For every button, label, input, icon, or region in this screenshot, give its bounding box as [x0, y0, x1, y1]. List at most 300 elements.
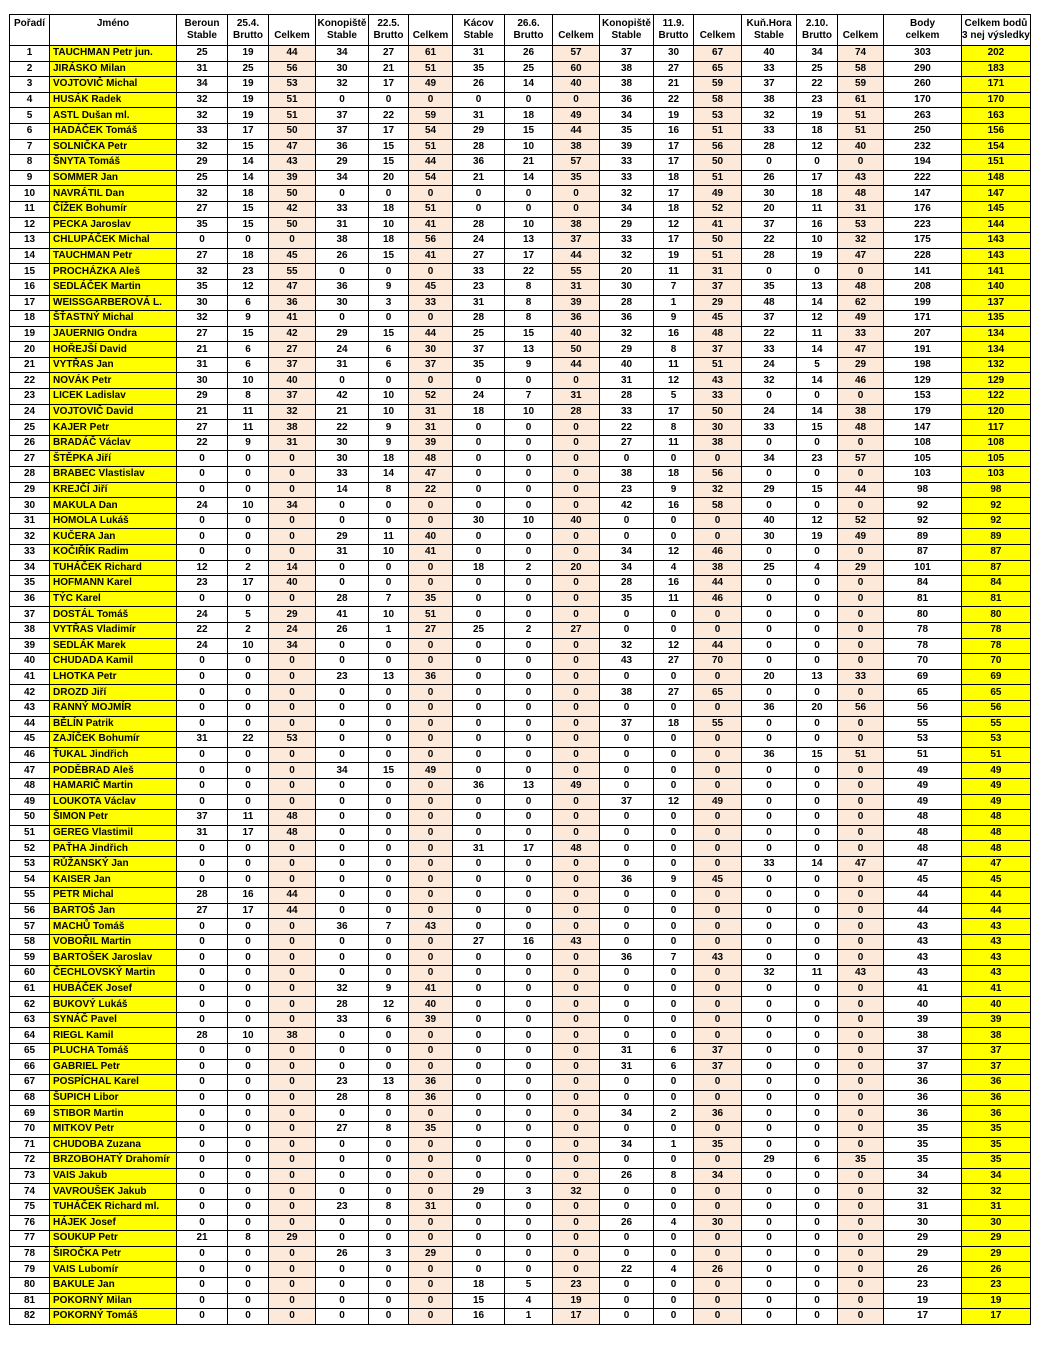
- event-1-celkem-cell: 56: [269, 61, 316, 77]
- event-4-stable-cell: 33: [600, 155, 654, 171]
- event-4-celkem-cell: 0: [694, 1090, 742, 1106]
- event-5-brutto-cell: 0: [797, 1028, 838, 1044]
- event-4-stable-cell: 40: [600, 357, 654, 373]
- event-5-stable-cell: 0: [742, 498, 797, 514]
- event-1-stable-cell: 0: [177, 856, 228, 872]
- rank-cell: 65: [10, 1044, 50, 1060]
- rank-cell: 54: [10, 872, 50, 888]
- best-three-cell: 171: [962, 77, 1031, 93]
- event-3-celkem-cell: 60: [553, 61, 600, 77]
- player-name-cell: JAUERNIG Ondra: [50, 326, 177, 342]
- event-1-stable-cell: 0: [177, 1121, 228, 1137]
- event-1-stable-cell: 25: [177, 46, 228, 62]
- player-name-cell: WEISSGARBEROVÁ L.: [50, 295, 177, 311]
- event-5-brutto-cell: 0: [797, 1199, 838, 1215]
- event-5-celkem-cell: 0: [838, 981, 884, 997]
- event-3-celkem-cell: 0: [553, 1153, 600, 1169]
- event-3-brutto-cell: 0: [505, 747, 553, 763]
- player-name-cell: DOSTÁL Tomáš: [50, 607, 177, 623]
- event-1-brutto-cell: 0: [228, 1059, 269, 1075]
- rank-cell: 51: [10, 825, 50, 841]
- best-three-cell: 134: [962, 326, 1031, 342]
- event-4-brutto-cell: 0: [654, 1184, 694, 1200]
- total-points-cell: 89: [884, 529, 962, 545]
- table-row: [10, 950, 1031, 966]
- total-points-cell: 32: [884, 1184, 962, 1200]
- event-4-stable-cell: 31: [600, 1059, 654, 1075]
- event-5-brutto-cell: 0: [797, 1059, 838, 1075]
- event-5-celkem-cell: 0: [838, 467, 884, 483]
- event-3-brutto-cell: 0: [505, 732, 553, 748]
- event-3-stable-cell: 0: [453, 1246, 505, 1262]
- event-4-brutto-cell: 1: [654, 295, 694, 311]
- total-points-cell: 198: [884, 357, 962, 373]
- event-4-celkem: Celkem: [694, 30, 742, 46]
- event-3-brutto-cell: 0: [505, 1262, 553, 1278]
- event-3-celkem-cell: 0: [553, 794, 600, 810]
- event-3-brutto-cell: 0: [505, 467, 553, 483]
- event-5-stable-cell: 35: [742, 279, 797, 295]
- event-4-brutto-cell: 4: [654, 1262, 694, 1278]
- event-3-stable-cell: 0: [453, 420, 505, 436]
- event-5-brutto-cell: 11: [797, 966, 838, 982]
- event-2-celkem-cell: 0: [409, 1293, 453, 1309]
- event-5-brutto-cell: 0: [797, 903, 838, 919]
- best-three-cell: 183: [962, 61, 1031, 77]
- rank-cell: 41: [10, 669, 50, 685]
- event-4-brutto-cell: 18: [654, 467, 694, 483]
- event-4-stable-cell: 0: [600, 622, 654, 638]
- player-name-cell: MAKULA Dan: [50, 498, 177, 514]
- event-2-stable-cell: 23: [316, 1075, 369, 1091]
- event-5-celkem-cell: 61: [838, 92, 884, 108]
- event-1-celkem-cell: 53: [269, 732, 316, 748]
- event-1-brutto-cell: 18: [228, 248, 269, 264]
- rank-cell: 64: [10, 1028, 50, 1044]
- event-2-brutto-cell: 0: [369, 1231, 409, 1247]
- event-5-brutto-cell: 15: [797, 420, 838, 436]
- rank-cell: 10: [10, 186, 50, 202]
- event-5-stable-cell: 0: [742, 872, 797, 888]
- event-4-celkem-cell: 0: [694, 825, 742, 841]
- best-three-cell: 34: [962, 1168, 1031, 1184]
- table-row: [10, 529, 1031, 545]
- event-5-stable-cell: 28: [742, 248, 797, 264]
- best-three-cell: 170: [962, 92, 1031, 108]
- event-5-stable-cell: 0: [742, 1075, 797, 1091]
- event-5-stable-cell: 38: [742, 92, 797, 108]
- event-5-brutto-cell: 18: [797, 123, 838, 139]
- total-points-cell: 250: [884, 123, 962, 139]
- event-1-celkem-cell: 39: [269, 170, 316, 186]
- event-1-celkem-cell: 50: [269, 217, 316, 233]
- event-5-celkem-cell: 0: [838, 810, 884, 826]
- total-header-top: Body: [884, 15, 962, 31]
- event-3-stable-cell: 0: [453, 1137, 505, 1153]
- event-4-brutto-cell: 17: [654, 233, 694, 249]
- event-3-celkem-cell: 40: [553, 513, 600, 529]
- event-1-celkem-cell: 0: [269, 1106, 316, 1122]
- event-1-celkem-cell: 0: [269, 1262, 316, 1278]
- best-three-cell: 45: [962, 872, 1031, 888]
- player-name-cell: PROCHÁZKA Aleš: [50, 264, 177, 280]
- event-2-stable-cell: 0: [316, 654, 369, 670]
- event-3-brutto-cell: 0: [505, 576, 553, 592]
- event-4-brutto-cell: 22: [654, 92, 694, 108]
- event-5-celkem-cell: 56: [838, 700, 884, 716]
- event-5-brutto-cell: 0: [797, 685, 838, 701]
- event-2-celkem-cell: 31: [409, 404, 453, 420]
- table-row: [10, 217, 1031, 233]
- event-2-celkem-cell: 0: [409, 950, 453, 966]
- player-name-cell: VYTŘAS Jan: [50, 357, 177, 373]
- event-3-celkem-cell: 0: [553, 186, 600, 202]
- event-4-stable-cell: 0: [600, 1184, 654, 1200]
- player-name-cell: POSPÍCHAL Karel: [50, 1075, 177, 1091]
- event-5-celkem-cell: 35: [838, 1153, 884, 1169]
- event-4-brutto-cell: 0: [654, 841, 694, 857]
- event-5-stable-cell: 0: [742, 685, 797, 701]
- event-2-stable-cell: 0: [316, 1262, 369, 1278]
- rank-cell: 77: [10, 1231, 50, 1247]
- best-three-cell: 144: [962, 217, 1031, 233]
- player-name-cell: ŠNYTA Tomáš: [50, 155, 177, 171]
- event-1-brutto-cell: 0: [228, 545, 269, 561]
- event-5-celkem-cell: 53: [838, 217, 884, 233]
- event-1-brutto-cell: 9: [228, 311, 269, 327]
- event-4-brutto-cell: 0: [654, 763, 694, 779]
- player-name-cell: HOFMANN Karel: [50, 576, 177, 592]
- event-2-celkem-cell: 54: [409, 123, 453, 139]
- event-4-stable-cell: 0: [600, 810, 654, 826]
- event-4-celkem-cell: 50: [694, 404, 742, 420]
- event-4-celkem-cell: 43: [694, 950, 742, 966]
- event-4-brutto-cell: 9: [654, 311, 694, 327]
- event-5-stable-cell: 0: [742, 1121, 797, 1137]
- event-5-brutto-cell: 0: [797, 794, 838, 810]
- event-2-celkem-cell: 0: [409, 560, 453, 576]
- event-5-celkem-cell: 48: [838, 279, 884, 295]
- event-4-stable-cell: 29: [600, 342, 654, 358]
- event-4-brutto-cell: 0: [654, 888, 694, 904]
- event-3-stable-cell: 36: [453, 778, 505, 794]
- event-3-stable-cell: 0: [453, 966, 505, 982]
- event-4-stable-cell: 35: [600, 123, 654, 139]
- event-3-brutto-cell: 13: [505, 342, 553, 358]
- event-4-celkem-cell: 30: [694, 420, 742, 436]
- event-4-stable-cell: 0: [600, 669, 654, 685]
- event-2-stable-cell: 26: [316, 1246, 369, 1262]
- event-1-stable-cell: 32: [177, 92, 228, 108]
- event-4-brutto-cell: 17: [654, 139, 694, 155]
- event-2-stable-cell: 0: [316, 1106, 369, 1122]
- event-1-stable-cell: 31: [177, 357, 228, 373]
- event-4-brutto-cell: 17: [654, 186, 694, 202]
- table-row: [10, 1309, 1031, 1325]
- event-2-celkem-cell: 49: [409, 77, 453, 93]
- event-2-celkem-cell: 49: [409, 763, 453, 779]
- event-1-stable-cell: 0: [177, 1075, 228, 1091]
- event-5-celkem-cell: 59: [838, 77, 884, 93]
- event-5-celkem-cell: 0: [838, 1246, 884, 1262]
- event-5-brutto-cell: 0: [797, 1121, 838, 1137]
- table-row: [10, 654, 1031, 670]
- event-1-celkem-cell: 38: [269, 420, 316, 436]
- event-4-brutto-cell: 0: [654, 1199, 694, 1215]
- event-4-stable-cell: 32: [600, 638, 654, 654]
- event-5-stable-cell: 0: [742, 1199, 797, 1215]
- event-5-stable-cell: 32: [742, 966, 797, 982]
- best-three-cell: 49: [962, 763, 1031, 779]
- event-2-stable-cell: 0: [316, 716, 369, 732]
- event-3-celkem-cell: 0: [553, 1121, 600, 1137]
- event-3-brutto-cell: 0: [505, 888, 553, 904]
- table-row: [10, 201, 1031, 217]
- event-2-brutto-cell: 7: [369, 919, 409, 935]
- event-3-brutto-cell: 25: [505, 61, 553, 77]
- event-5-brutto-cell: 0: [797, 155, 838, 171]
- event-4-celkem-cell: 37: [694, 279, 742, 295]
- event-4-brutto-cell: 0: [654, 1075, 694, 1091]
- best-three-cell: 31: [962, 1199, 1031, 1215]
- best-header-bottom: 3 nej výsledky: [962, 30, 1031, 46]
- event-3-stable-cell: 0: [453, 1075, 505, 1091]
- event-5-date: 2.10.: [797, 15, 838, 31]
- event-5-brutto-cell: 0: [797, 498, 838, 514]
- event-1-stable-cell: 0: [177, 1199, 228, 1215]
- event-4-stable-cell: 37: [600, 716, 654, 732]
- player-name-cell: PODĚBRAD Aleš: [50, 763, 177, 779]
- event-4-brutto-cell: 0: [654, 966, 694, 982]
- event-5-brutto-cell: 0: [797, 888, 838, 904]
- event-3-stable-cell: 28: [453, 139, 505, 155]
- event-5-celkem-cell: 47: [838, 342, 884, 358]
- event-2-stable-cell: 0: [316, 1059, 369, 1075]
- event-1-stable-cell: 0: [177, 778, 228, 794]
- event-1-stable-cell: 21: [177, 342, 228, 358]
- event-3-stable-cell: 0: [453, 1215, 505, 1231]
- best-three-cell: 84: [962, 576, 1031, 592]
- event-4-celkem-cell: 67: [694, 46, 742, 62]
- event-3-stable-cell: 29: [453, 123, 505, 139]
- event-4-celkem-cell: 45: [694, 872, 742, 888]
- event-3-celkem-cell: 0: [553, 1246, 600, 1262]
- event-3-stable-cell: 0: [453, 732, 505, 748]
- player-name-cell: VAIS Lubomír: [50, 1262, 177, 1278]
- event-3-celkem-cell: 0: [553, 373, 600, 389]
- event-3-celkem-cell: 0: [553, 669, 600, 685]
- event-3-brutto-cell: 0: [505, 700, 553, 716]
- event-3-celkem-cell: 0: [553, 654, 600, 670]
- event-5-brutto-cell: 20: [797, 700, 838, 716]
- name-header: Jméno: [50, 15, 177, 31]
- player-name-cell: TUHÁČEK Richard ml.: [50, 1199, 177, 1215]
- best-three-cell: 70: [962, 654, 1031, 670]
- event-5-brutto-cell: 0: [797, 997, 838, 1013]
- total-points-cell: 56: [884, 700, 962, 716]
- table-row: [10, 919, 1031, 935]
- event-1-celkem-cell: 0: [269, 1075, 316, 1091]
- event-4-celkem-cell: 0: [694, 1277, 742, 1293]
- event-2-celkem-cell: 41: [409, 217, 453, 233]
- event-2-celkem-cell: 0: [409, 1168, 453, 1184]
- event-4-brutto-cell: 6: [654, 1044, 694, 1060]
- event-1-stable-cell: 32: [177, 108, 228, 124]
- event-4-brutto-cell: 18: [654, 201, 694, 217]
- event-2-stable-cell: 30: [316, 295, 369, 311]
- table-row: [10, 856, 1031, 872]
- event-1-brutto-cell: 0: [228, 1137, 269, 1153]
- total-points-cell: 141: [884, 264, 962, 280]
- event-2-brutto: Brutto: [369, 30, 409, 46]
- event-1-celkem-cell: 0: [269, 1153, 316, 1169]
- event-2-brutto-cell: 9: [369, 420, 409, 436]
- total-points-cell: 105: [884, 451, 962, 467]
- event-3-celkem-cell: 0: [553, 92, 600, 108]
- event-1-stable-cell: 0: [177, 841, 228, 857]
- player-name-cell: BAKULE Jan: [50, 1277, 177, 1293]
- event-1-brutto-cell: 12: [228, 279, 269, 295]
- total-points-cell: 49: [884, 794, 962, 810]
- event-1-stable-cell: 24: [177, 638, 228, 654]
- event-3-celkem-cell: 50: [553, 342, 600, 358]
- event-4-celkem-cell: 33: [694, 389, 742, 405]
- event-4-celkem-cell: 41: [694, 217, 742, 233]
- event-3-brutto-cell: 0: [505, 591, 553, 607]
- total-points-cell: 207: [884, 326, 962, 342]
- table-row: [10, 389, 1031, 405]
- event-1-brutto-cell: 15: [228, 139, 269, 155]
- event-5-stable-cell: 22: [742, 326, 797, 342]
- event-5-celkem-cell: 0: [838, 950, 884, 966]
- name-header-spacer: [50, 30, 177, 46]
- event-4-stable-cell: 29: [600, 217, 654, 233]
- event-1-celkem-cell: 44: [269, 888, 316, 904]
- event-2-stable-cell: 0: [316, 934, 369, 950]
- event-1-stable-cell: 30: [177, 373, 228, 389]
- event-4-brutto-cell: 16: [654, 326, 694, 342]
- event-4-stable-cell: 37: [600, 46, 654, 62]
- event-3-celkem-cell: 0: [553, 732, 600, 748]
- event-5-stable-cell: 48: [742, 295, 797, 311]
- event-1-brutto-cell: 0: [228, 919, 269, 935]
- event-1-stable-cell: 0: [177, 747, 228, 763]
- event-5-stable-cell: 22: [742, 233, 797, 249]
- table-row: [10, 591, 1031, 607]
- event-3-brutto-cell: 8: [505, 295, 553, 311]
- event-1-stable-cell: 0: [177, 981, 228, 997]
- event-3-celkem-cell: 0: [553, 451, 600, 467]
- event-5-stable-cell: 0: [742, 155, 797, 171]
- event-1-stable-cell: 27: [177, 248, 228, 264]
- event-4-stable-cell: 0: [600, 856, 654, 872]
- event-4-brutto-cell: 12: [654, 373, 694, 389]
- event-1-brutto-cell: 0: [228, 1106, 269, 1122]
- event-2-celkem-cell: 0: [409, 654, 453, 670]
- total-points-cell: 84: [884, 576, 962, 592]
- event-5-celkem-cell: 0: [838, 1231, 884, 1247]
- event-3-brutto-cell: 0: [505, 950, 553, 966]
- total-points-cell: 179: [884, 404, 962, 420]
- event-2-celkem-cell: 56: [409, 233, 453, 249]
- event-5-stable-cell: 29: [742, 482, 797, 498]
- event-2-stable-cell: 23: [316, 669, 369, 685]
- event-3-stable-cell: 0: [453, 856, 505, 872]
- event-1-stable-cell: 21: [177, 1231, 228, 1247]
- best-three-cell: 163: [962, 108, 1031, 124]
- event-4-celkem-cell: 0: [694, 529, 742, 545]
- rank-cell: 53: [10, 856, 50, 872]
- event-5-stable-cell: 20: [742, 669, 797, 685]
- event-4-stable-cell: 0: [600, 747, 654, 763]
- event-5-brutto-cell: 12: [797, 513, 838, 529]
- total-points-cell: 191: [884, 342, 962, 358]
- player-name-cell: RANNÝ MOJMÍR: [50, 700, 177, 716]
- event-1-celkem-cell: 0: [269, 794, 316, 810]
- total-points-cell: 34: [884, 1168, 962, 1184]
- player-name-cell: LHOTKA Petr: [50, 669, 177, 685]
- event-2-brutto-cell: 0: [369, 92, 409, 108]
- event-5-celkem-cell: 51: [838, 123, 884, 139]
- event-3-brutto-cell: 0: [505, 1121, 553, 1137]
- event-5-brutto-cell: 15: [797, 482, 838, 498]
- event-5-celkem-cell: 0: [838, 1090, 884, 1106]
- event-4-celkem-cell: 46: [694, 545, 742, 561]
- event-4-stable-cell: 23: [600, 482, 654, 498]
- event-1-stable-cell: 37: [177, 810, 228, 826]
- event-1-celkem-cell: 24: [269, 622, 316, 638]
- event-2-stable-cell: 0: [316, 498, 369, 514]
- best-three-cell: 135: [962, 311, 1031, 327]
- event-4-celkem-cell: 0: [694, 1231, 742, 1247]
- event-5-stable-cell: 0: [742, 794, 797, 810]
- table-row: [10, 139, 1031, 155]
- event-5-stable-cell: 24: [742, 404, 797, 420]
- event-2-celkem-cell: 39: [409, 1012, 453, 1028]
- event-3-stable-cell: 27: [453, 248, 505, 264]
- event-4-brutto-cell: 16: [654, 498, 694, 514]
- event-3-stable-cell: 0: [453, 872, 505, 888]
- event-4-stable-cell: 0: [600, 1012, 654, 1028]
- event-1-brutto-cell: 19: [228, 108, 269, 124]
- event-5-brutto-cell: 0: [797, 981, 838, 997]
- event-1-celkem-cell: 0: [269, 1044, 316, 1060]
- event-2-celkem-cell: 0: [409, 856, 453, 872]
- event-2-stable-cell: 0: [316, 1215, 369, 1231]
- event-4-stable-cell: 0: [600, 451, 654, 467]
- event-4-stable-cell: 33: [600, 170, 654, 186]
- event-4-stable-cell: 33: [600, 404, 654, 420]
- event-3-brutto-cell: 0: [505, 794, 553, 810]
- total-points-cell: 35: [884, 1153, 962, 1169]
- event-3-celkem-cell: 0: [553, 1199, 600, 1215]
- event-4-stable-cell: 0: [600, 825, 654, 841]
- event-3-stable-cell: 0: [453, 1106, 505, 1122]
- event-1-brutto-cell: 25: [228, 61, 269, 77]
- event-4-celkem-cell: 0: [694, 732, 742, 748]
- event-2-celkem-cell: 61: [409, 46, 453, 62]
- event-1-celkem-cell: 0: [269, 997, 316, 1013]
- event-1-celkem-cell: 31: [269, 435, 316, 451]
- table-row: [10, 170, 1031, 186]
- event-1-brutto-cell: 0: [228, 1309, 269, 1325]
- event-4-celkem-cell: 56: [694, 467, 742, 483]
- rank-cell: 48: [10, 778, 50, 794]
- event-4-stable-cell: 20: [600, 264, 654, 280]
- table-row: [10, 467, 1031, 483]
- event-4-stable-cell: 0: [600, 841, 654, 857]
- table-row: [10, 981, 1031, 997]
